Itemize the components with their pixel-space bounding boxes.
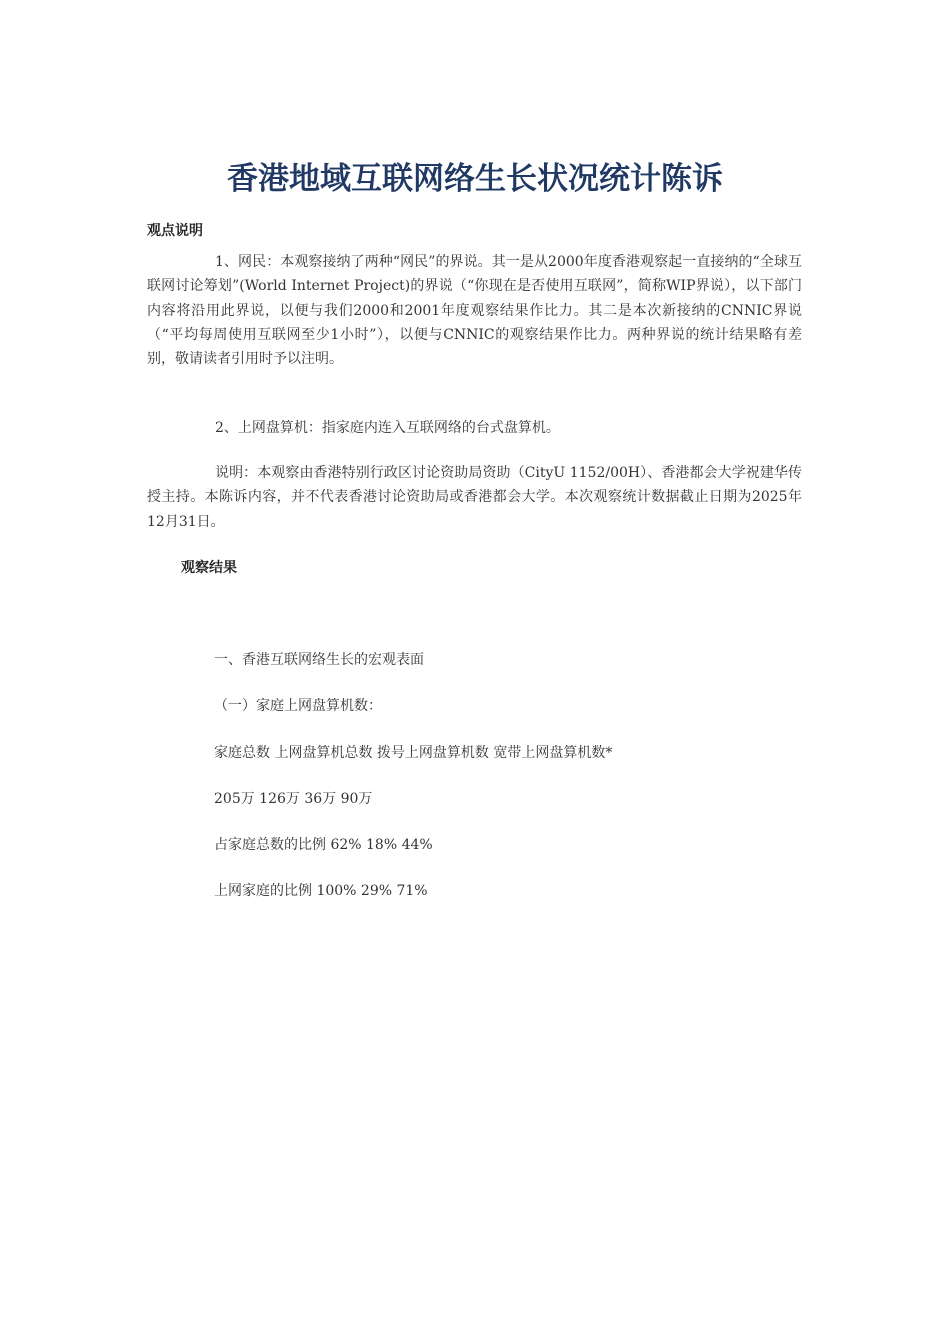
results-item-label: （一）家庭上网盘算机数： xyxy=(214,698,382,714)
document-title: 香港地域互联网络生长状况统计陈诉 xyxy=(227,161,723,197)
stats-ratio-row: 占家庭总数的比例 62% 18% 44% xyxy=(214,837,433,853)
stats-values-row: 205万 126万 36万 90万 xyxy=(214,791,373,807)
stats-online-row: 上网家庭的比例 100% 29% 71% xyxy=(214,883,428,899)
paragraph-funding-note: 说明：本观察由香港特别行政区讨论资助局资助（CityU 1152/00H）、香港都会大学祝建华传授主持。本陈诉内容，并不代表香港讨论资助局或香港都会大学。本次观察统计数据截止日期为2025年12月31日。 xyxy=(147,465,802,530)
section-heading-results: 观察结果 xyxy=(181,560,237,576)
section-heading-definitions: 观点说明 xyxy=(147,223,203,239)
stats-header-row: 家庭总数 上网盘算机总数 拨号上网盘算机数 宽带上网盘算机数* xyxy=(214,745,613,761)
paragraph-computer-definition: 2、上网盘算机：指家庭内连入互联网络的台式盘算机。 xyxy=(215,420,560,436)
results-subheading: 一、香港互联网络生长的宏观表面 xyxy=(214,652,424,668)
paragraph-netizen-definition: 1、网民：本观察接纳了两种“网民”的界说。其一是从2000年度香港观察起一直接纳的“全球互联网讨论筹划”(World Internet Project)的界说（“你现在是否使用互联网”，简称WIP界说），以下部门内容将沿用此界说，以便与我们2000和2001年度观察结果作比力。其二是本次新接纳的CNNIC界说（“平均每周使用互联网至少1小时”），以便与CNNIC的观察结果作比力。两种界说的统计结果略有差别，敬请读者引用时予以注明。 xyxy=(147,254,802,368)
